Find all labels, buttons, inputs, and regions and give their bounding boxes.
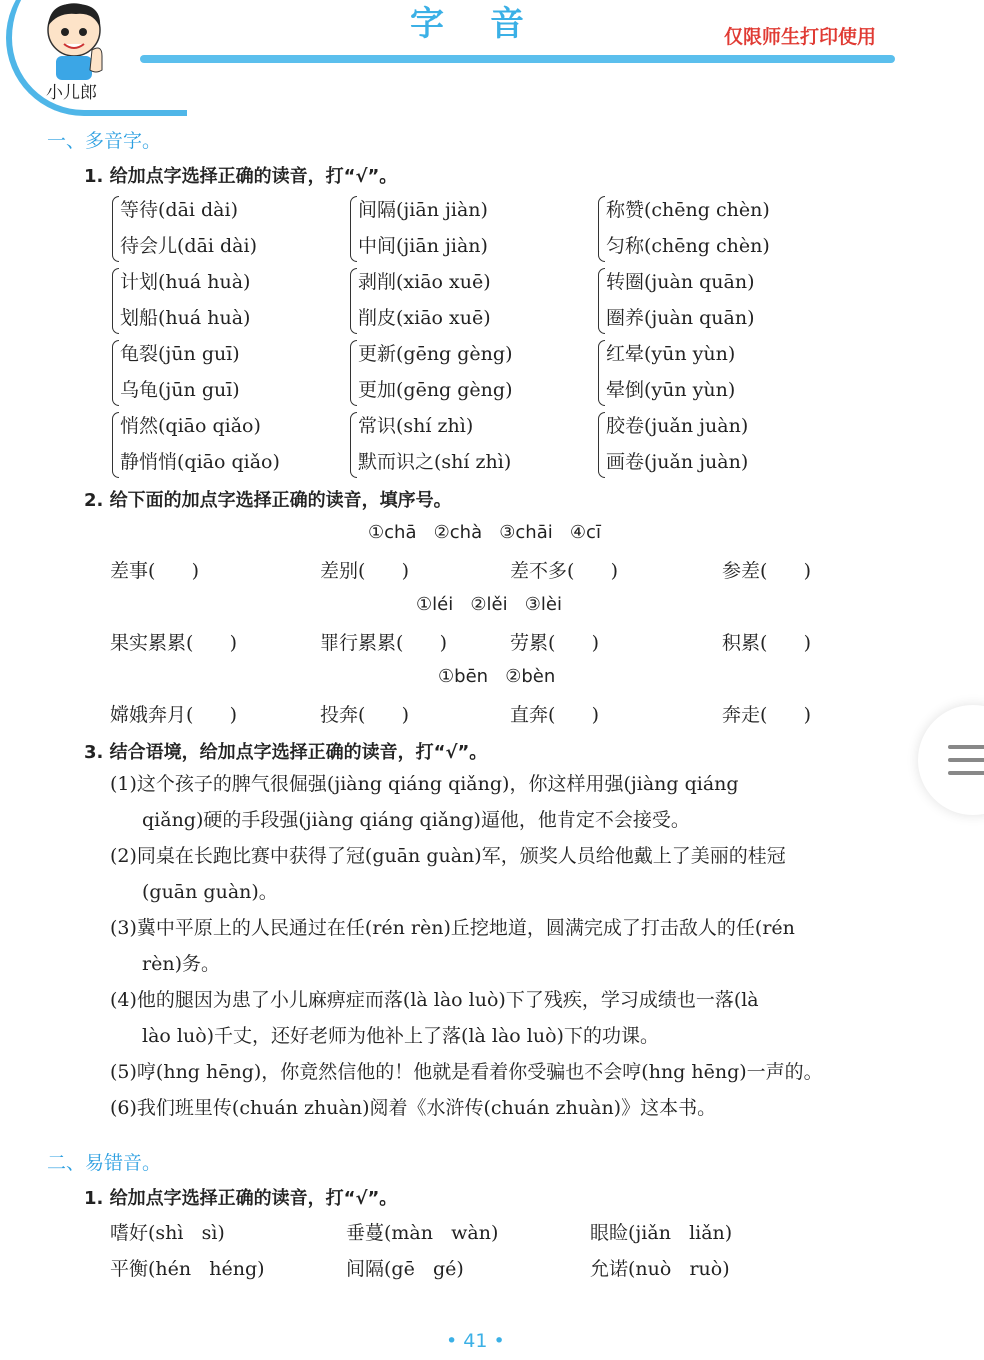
- question-1-title: 1. 给加点字选择正确的读音，打“√”。: [84, 166, 398, 187]
- page-number: • 41 •: [446, 1330, 505, 1352]
- word-pair: [606, 408, 748, 480]
- print-notice: 仅限师生打印使用: [724, 26, 877, 48]
- fill-item[interactable]: 积累( ): [722, 632, 812, 654]
- word-item[interactable]: 静悄悄(qiāo qiǎo): [120, 451, 280, 473]
- word-pair: [120, 192, 257, 264]
- fill-item[interactable]: 果实累累( ): [110, 632, 238, 654]
- word-pair: [120, 408, 280, 480]
- word-item[interactable]: 胶卷(juǎn juàn): [606, 415, 749, 437]
- fill-item[interactable]: 参差( ): [722, 560, 812, 582]
- word-item[interactable]: 称赞(chēng chèn): [606, 199, 770, 221]
- word-pair: [358, 192, 488, 264]
- question-3-title: 3. 结合语境，给加点字选择正确的读音，打“√”。: [84, 742, 488, 763]
- menu-icon: [948, 745, 984, 749]
- word-item[interactable]: 眼睑(jiǎn liǎn): [590, 1222, 733, 1244]
- sentence-line: lào luò)千丈，还好老师为他补上了落(là lào luò)下的功课。: [142, 1025, 659, 1047]
- fill-item[interactable]: 差不多( ): [510, 560, 619, 582]
- word-item[interactable]: 常识(shí zhì): [358, 415, 474, 437]
- word-item[interactable]: 等待(dāi dài): [120, 199, 238, 221]
- menu-button[interactable]: [918, 705, 984, 815]
- word-item[interactable]: 默而识之(shí zhì): [358, 451, 512, 473]
- sentence-line: (4)他的腿因为患了小儿麻痹症而落(là lào luò)下了残疾，学习成绩也一落(là: [110, 989, 759, 1011]
- word-item[interactable]: 画卷(juǎn juàn): [606, 451, 749, 473]
- word-pair: [120, 264, 250, 336]
- fill-item[interactable]: 投奔( ): [320, 704, 410, 726]
- fill-item[interactable]: 劳累( ): [510, 632, 600, 654]
- word-item[interactable]: 垂蔓(màn wàn): [346, 1222, 499, 1244]
- sentence-line: rèn)务。: [142, 953, 220, 975]
- fill-item[interactable]: 奔走( ): [722, 704, 812, 726]
- word-item[interactable]: 间隔(jiān jiàn): [358, 199, 488, 221]
- word-pair: [606, 192, 770, 264]
- word-item[interactable]: 圈养(juàn quān): [606, 307, 755, 329]
- word-item[interactable]: 乌龟(jūn guī): [120, 379, 240, 401]
- word-item[interactable]: 中间(jiān jiàn): [358, 235, 488, 257]
- sentence-line: qiǎng)硬的手段强(jiàng qiáng qiǎng)逼他，他肯定不会接受。: [142, 809, 690, 831]
- word-item[interactable]: 晕倒(yūn yùn): [606, 379, 736, 401]
- word-item[interactable]: 平衡(hén héng): [110, 1258, 265, 1280]
- word-pair: [606, 336, 735, 408]
- word-pair: [358, 408, 511, 480]
- mascot-icon: [36, 0, 116, 82]
- word-item[interactable]: 悄然(qiāo qiǎo): [120, 415, 261, 437]
- word-item[interactable]: 更新(gēng gèng): [358, 343, 513, 365]
- mascot-label: 小儿郎: [46, 83, 97, 103]
- word-item[interactable]: 削皮(xiāo xuē): [358, 307, 491, 329]
- menu-icon-bar: [948, 758, 984, 762]
- word-item[interactable]: 更加(gēng gèng): [358, 379, 513, 401]
- page-title: 字音: [410, 4, 570, 44]
- word-pair: [120, 336, 240, 408]
- word-item[interactable]: 匀称(chēng chèn): [606, 235, 770, 257]
- word-item[interactable]: 划船(huá huà): [120, 307, 251, 329]
- sentence-line: (guān guàn)。: [142, 881, 278, 903]
- word-item[interactable]: 红晕(yūn yùn): [606, 343, 736, 365]
- word-item[interactable]: 计划(huá huà): [120, 271, 251, 293]
- fill-item[interactable]: 罪行累累( ): [320, 632, 448, 654]
- word-pair: [358, 336, 512, 408]
- fill-item[interactable]: 直奔( ): [510, 704, 600, 726]
- word-item[interactable]: 转圈(juàn quān): [606, 271, 755, 293]
- word-pair: [606, 264, 755, 336]
- section-heading-polyphones: 一、多音字。: [47, 130, 162, 152]
- section-heading-common-errors: 二、易错音。: [47, 1152, 162, 1174]
- word-item[interactable]: 待会儿(dāi dài): [120, 235, 257, 257]
- options-ben: ①bēn ②bèn: [438, 666, 556, 687]
- fill-item[interactable]: 差别( ): [320, 560, 410, 582]
- options-lei: ①léi ②lěi ③lèi: [416, 594, 562, 615]
- word-item[interactable]: 嗜好(shì sì): [110, 1222, 225, 1244]
- word-item[interactable]: 龟裂(jūn guī): [120, 343, 240, 365]
- options-cha: ①chā ②chà ③chāi ④cī: [368, 522, 601, 543]
- sentence-line: (6)我们班里传(chuán zhuàn)阅着《水浒传(chuán zhuàn)》这本书。: [110, 1097, 717, 1119]
- word-item[interactable]: 间隔(gē gé): [346, 1258, 464, 1280]
- question-2-title: 2. 给下面的加点字选择正确的读音，填序号。: [84, 490, 452, 511]
- header-rule: [140, 55, 895, 63]
- fill-item[interactable]: 差事( ): [110, 560, 200, 582]
- word-item[interactable]: 允诺(nuò ruò): [590, 1258, 730, 1280]
- menu-icon-bar: [948, 771, 984, 775]
- word-item[interactable]: 剥削(xiāo xuē): [358, 271, 491, 293]
- fill-item[interactable]: 嫦娥奔月( ): [110, 704, 238, 726]
- section-2-question-1-title: 1. 给加点字选择正确的读音，打“√”。: [84, 1188, 398, 1209]
- sentence-line: (5)哼(hng hēng)，你竟然信他的！他就是看着你受骗也不会哼(hng hēng)一声的。: [110, 1061, 823, 1083]
- word-pair: [358, 264, 491, 336]
- context-sentences: [110, 766, 900, 1126]
- sentence-line: (2)同桌在长跑比赛中获得了冠(guān guàn)军，颁奖人员给他戴上了美丽的桂冠: [110, 845, 786, 867]
- sentence-line: (3)冀中平原上的人民通过在任(rén rèn)丘挖地道，圆满完成了打击敌人的任(rén: [110, 917, 795, 939]
- sentence-line: (1)这个孩子的脾气很倔强(jiàng qiáng qiǎng)，你这样用强(jiàng qiáng: [110, 773, 739, 795]
